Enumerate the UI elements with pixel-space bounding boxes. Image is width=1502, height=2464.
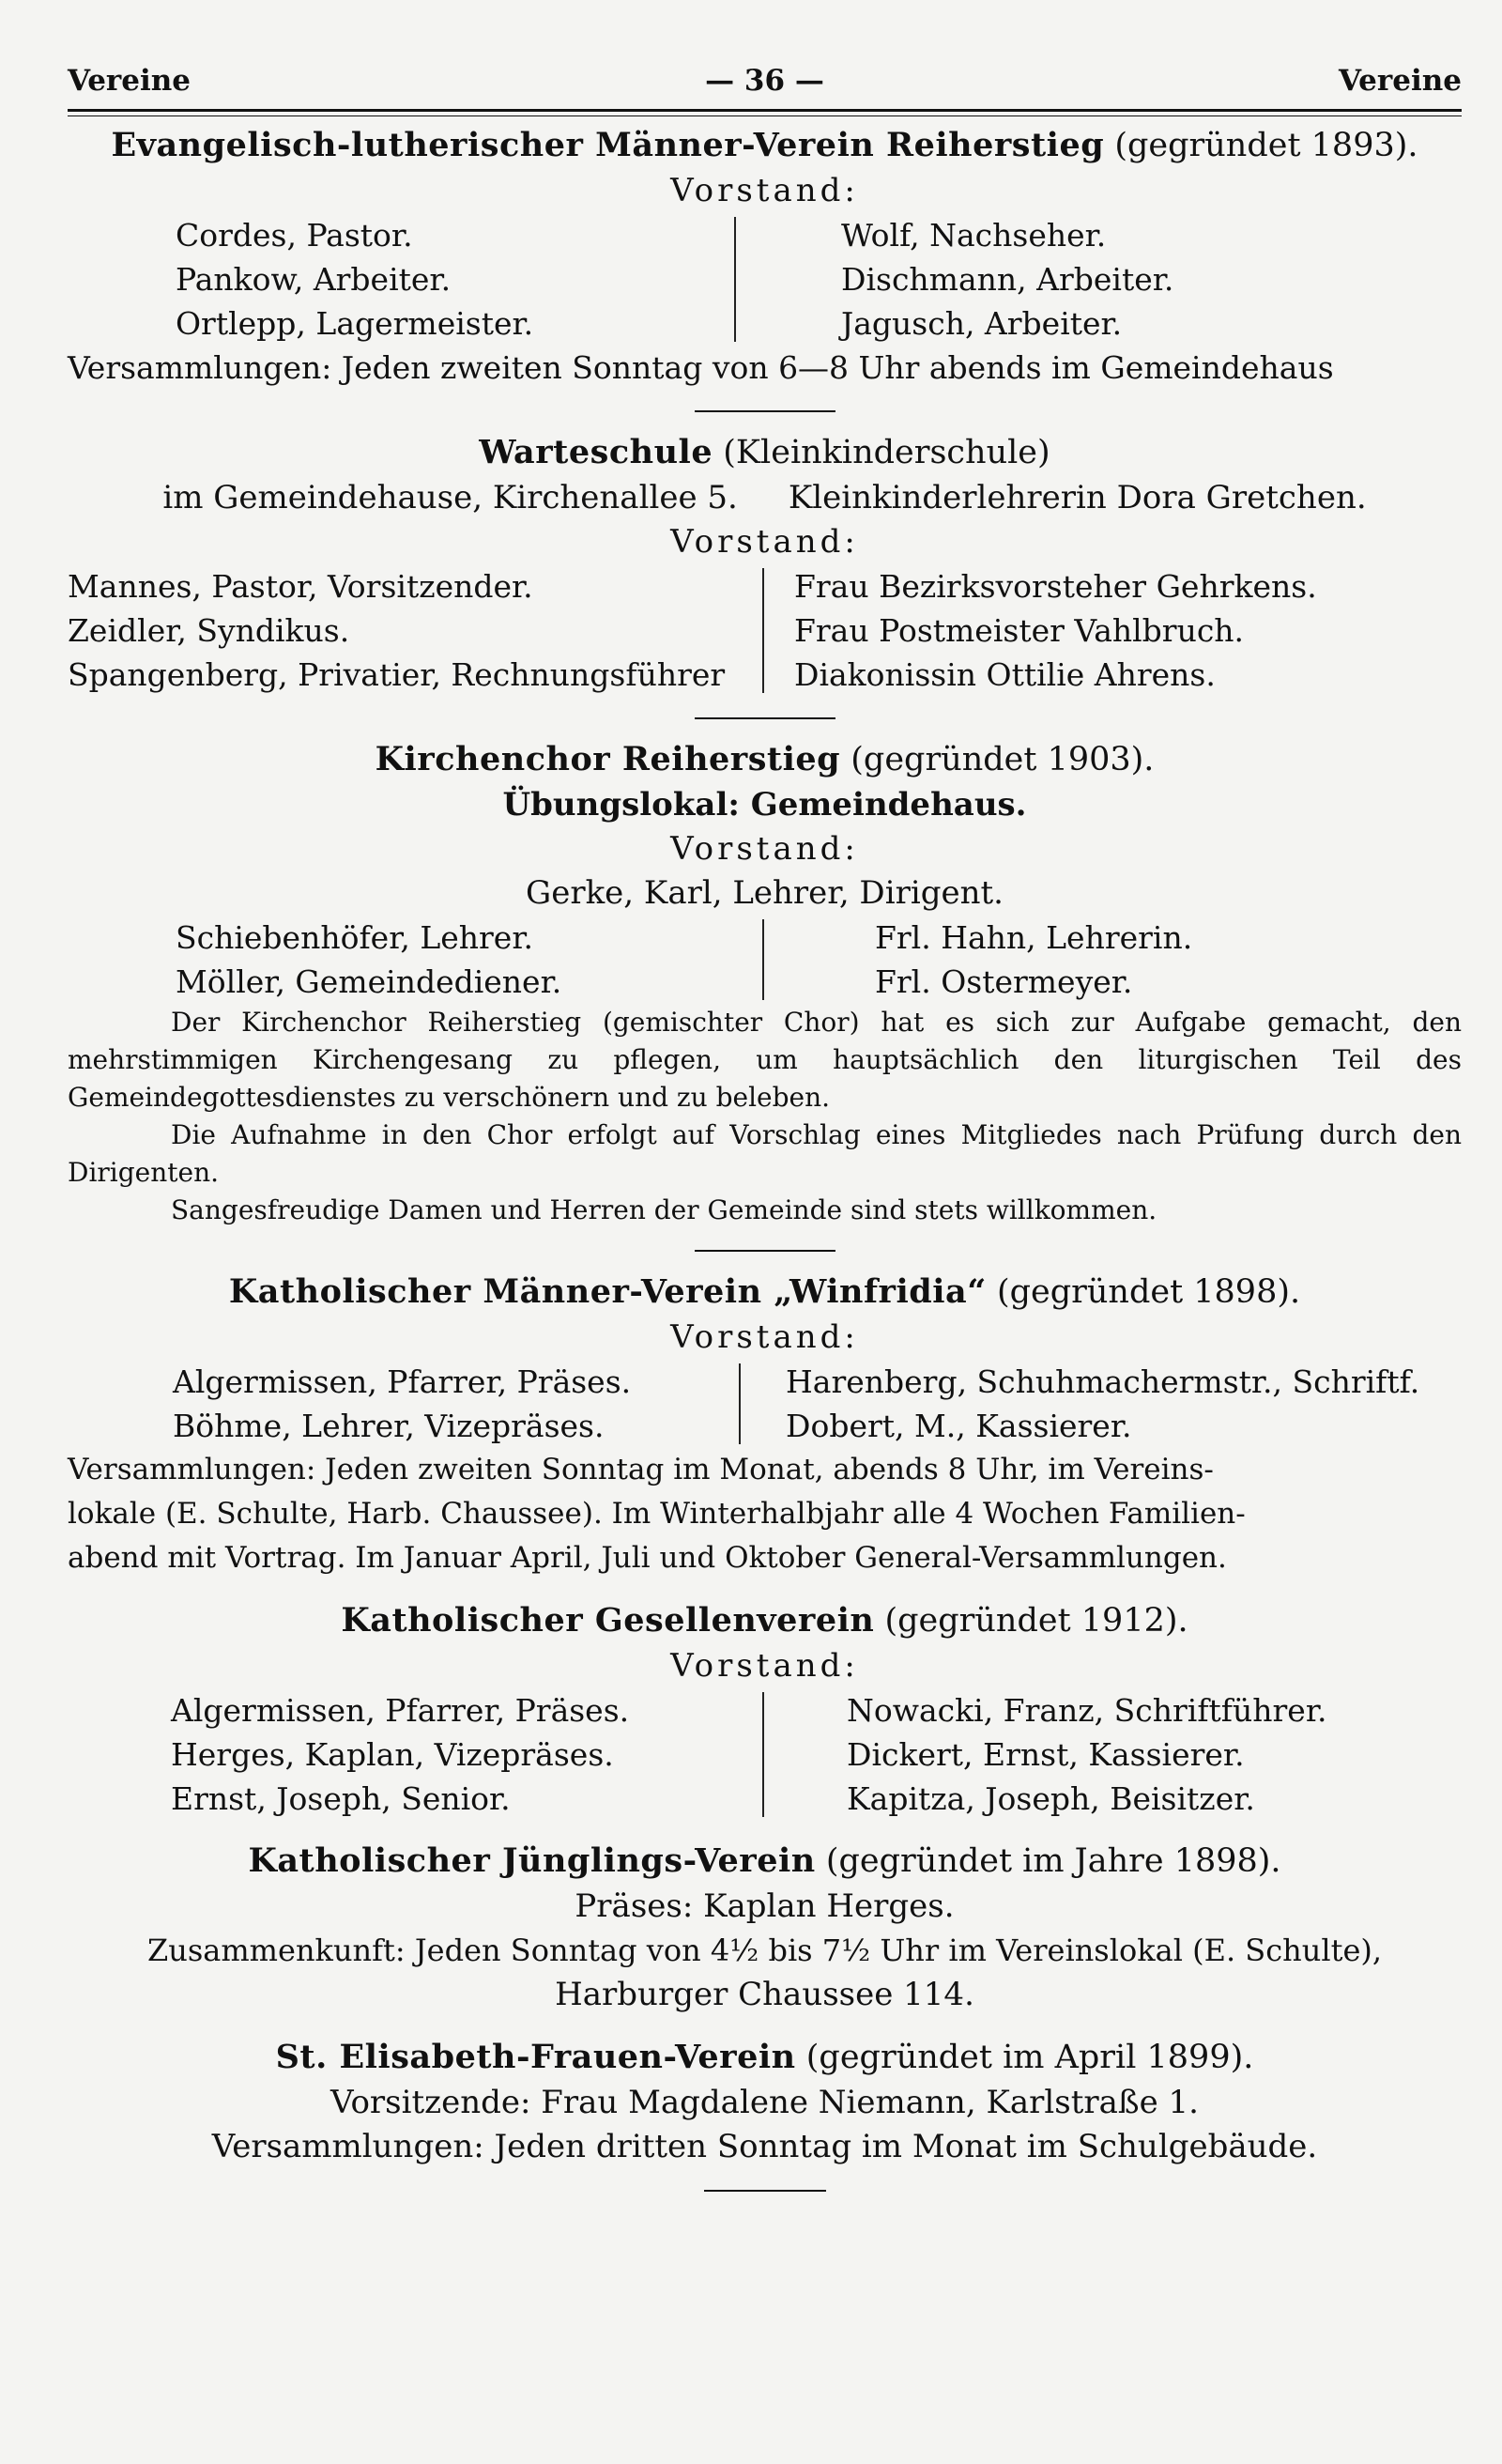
running-header (68, 56, 1462, 109)
board-left (68, 1688, 762, 1821)
section-note: (gegründet 1912). (884, 1602, 1188, 1640)
board-left (68, 916, 762, 1004)
section-subtitle: im Gemeindehause, Kirchenallee 5. Kleinkinderlehrerin Dora Gretchen. (162, 479, 1367, 516)
section-heading (68, 1269, 1462, 1316)
section-note: (Kleinkinderschule) (723, 434, 1050, 471)
board-members (68, 916, 1462, 1004)
board-member: Kapitza, Joseph, Beisitzer. (847, 1780, 1255, 1817)
section-note: (gegründet im Jahre 1898). (825, 1842, 1281, 1880)
board-member: Herges, Kaplan, Vizepräses. (171, 1736, 614, 1773)
board-member: Schiebenhöfer, Lehrer. (176, 919, 533, 956)
board-member: Frl. Ostermeyer. (875, 963, 1133, 1000)
board-member: Jagusch, Arbeiter. (841, 305, 1123, 342)
meeting-info (68, 1448, 1462, 1580)
board-member: Frl. Hahn, Lehrerin. (875, 919, 1193, 956)
section-heading (68, 1838, 1462, 1885)
board-members (68, 213, 1462, 346)
board-member: Diakonissin Ottilie Ahrens. (794, 656, 1216, 693)
board-members (68, 1688, 1462, 1821)
board-member: Algermissen, Pfarrer, Präses. (173, 1363, 632, 1400)
section-title: Katholischer Jünglings-Verein (248, 1841, 816, 1880)
end-rule (704, 2190, 826, 2192)
vorstand-label: Vorstand: (670, 523, 859, 561)
section-divider (695, 410, 835, 412)
section-divider (695, 717, 835, 719)
section-warteschule (68, 429, 1462, 697)
vorstand-label: Vorstand: (670, 1647, 859, 1685)
section-heading (68, 429, 1462, 476)
section-title: Katholischer Gesellenverein (341, 1601, 875, 1640)
page-number: — 36 — (705, 64, 824, 98)
board-member: Böhme, Lehrer, Vizepräses. (173, 1408, 605, 1444)
description (68, 1004, 1462, 1229)
board-members (68, 564, 1462, 697)
board-left (68, 213, 734, 346)
page (68, 56, 1462, 2209)
board-member: Spangenberg, Privatier, Rechnungsführer (68, 656, 726, 693)
board-member: Frau Bezirksvorsteher Gehrkens. (794, 568, 1317, 605)
board-member: Algermissen, Pfarrer, Präses. (171, 1692, 630, 1729)
board-left (68, 1360, 739, 1448)
vorstand-label: Vorstand: (670, 1318, 859, 1356)
info-line: Vorsitzende: Frau Magdalene Niemann, Karlstraße 1. (330, 2084, 1199, 2121)
info-line: Harburger Chaussee 114. (555, 1976, 974, 2013)
meeting-line: lokale (E. Schulte, Harb. Chaussee). Im Winterhalbjahr alle 4 Wochen Familien- (68, 1497, 1246, 1531)
section-juenglings-verein (68, 1838, 1462, 2017)
board-member: Dischmann, Arbeiter. (841, 261, 1174, 298)
board-right (764, 916, 1192, 1004)
section-winfridia (68, 1269, 1462, 1580)
section-heading (68, 736, 1462, 783)
meeting-line: Versammlungen: Jeden zweiten Sonntag im Monat, abends 8 Uhr, im Vereins- (68, 1453, 1214, 1486)
info-line: Versammlungen: Jeden dritten Sonntag im Monat im Schulgebäude. (211, 2128, 1318, 2165)
paragraph: Der Kirchenchor Reiherstieg (gemischter Chor) hat es sich zur Aufgabe gemacht, den mehrstimmigen Kirchengesang zu pflegen, um hauptsächlich den liturgischen Teil des Gemeindegottesdienstes zu verschönern und zu beleben. (68, 1007, 1462, 1113)
vorstand-label: Vorstand: (670, 172, 859, 209)
section-heading (68, 1597, 1462, 1644)
meeting-line: abend mit Vortrag. Im Januar April, Juli und Oktober General-Versammlungen. (68, 1541, 1227, 1575)
section-title: Katholischer Männer-Verein „Winfridia“ (228, 1272, 987, 1311)
vorstand-label: Vorstand: (670, 830, 859, 868)
header-right: Vereine (1338, 64, 1462, 98)
paragraph: Die Aufnahme in den Chor erfolgt auf Vorschlag eines Mitgliedes nach Prüfung durch den Dirigenten. (68, 1119, 1462, 1188)
board-left (68, 564, 762, 697)
board-member: Ortlepp, Lagermeister. (176, 305, 534, 342)
board-member: Dickert, Ernst, Kassierer. (847, 1736, 1245, 1773)
board-member: Frau Postmeister Vahlbruch. (794, 612, 1245, 649)
meeting-info: Versammlungen: Jeden zweiten Sonntag von 6—8 Uhr abends im Gemeindehaus (68, 349, 1334, 386)
board-member: Pankow, Arbeiter. (176, 261, 452, 298)
board-right (764, 1688, 1326, 1821)
board-member: Mannes, Pastor, Vorsitzender. (68, 568, 533, 605)
section-evangelisch-maenner-verein (68, 122, 1462, 390)
section-elisabeth-frauen-verein (68, 2034, 1462, 2169)
section-title: Evangelisch-lutherischer Männer-Verein Reiherstieg (111, 126, 1105, 164)
board-member: Cordes, Pastor. (176, 217, 413, 254)
section-title: Warteschule (479, 433, 713, 471)
board-member: Zeidler, Syndikus. (68, 612, 350, 649)
section-gesellenverein (68, 1597, 1462, 1821)
info-line: Zusammenkunft: Jeden Sonntag von 4½ bis 7½ Uhr im Vereinslokal (E. Schulte), (146, 1933, 1383, 1968)
board-member: Wolf, Nachseher. (841, 217, 1107, 254)
board-member: Möller, Gemeindediener. (176, 963, 562, 1000)
board-chair: Gerke, Karl, Lehrer, Dirigent. (526, 874, 1004, 912)
section-heading (68, 2034, 1462, 2081)
board-member: Nowacki, Franz, Schriftführer. (847, 1692, 1327, 1729)
board-member: Ernst, Joseph, Senior. (171, 1780, 511, 1817)
section-heading (68, 122, 1462, 169)
board-member: Harenberg, Schuhmachermstr., Schriftf. (786, 1363, 1420, 1400)
board-right (736, 213, 1173, 346)
header-left: Vereine (68, 64, 192, 98)
section-note: (gegründet 1898). (996, 1273, 1301, 1311)
paragraph: Sangesfreudige Damen und Herren der Gemeinde sind stets willkommen. (171, 1194, 1157, 1225)
board-right (741, 1360, 1419, 1448)
info-line: Präses: Kaplan Herges. (575, 1887, 955, 1925)
board-members (68, 1360, 1462, 1448)
section-divider (695, 1250, 835, 1252)
section-note: (gegründet im April 1899). (805, 2039, 1254, 2076)
section-subtitle: Übungslokal: Gemeindehaus. (502, 786, 1027, 824)
section-kirchenchor (68, 736, 1462, 1229)
header-rule (68, 109, 1462, 116)
section-title: St. Elisabeth-Frauen-Verein (275, 2038, 796, 2076)
board-right (764, 564, 1317, 697)
section-note: (gegründet 1903). (851, 741, 1155, 778)
board-member: Dobert, M., Kassierer. (786, 1408, 1132, 1444)
section-title: Kirchenchor Reiherstieg (375, 740, 841, 778)
section-note: (gegründet 1893). (1114, 127, 1418, 164)
